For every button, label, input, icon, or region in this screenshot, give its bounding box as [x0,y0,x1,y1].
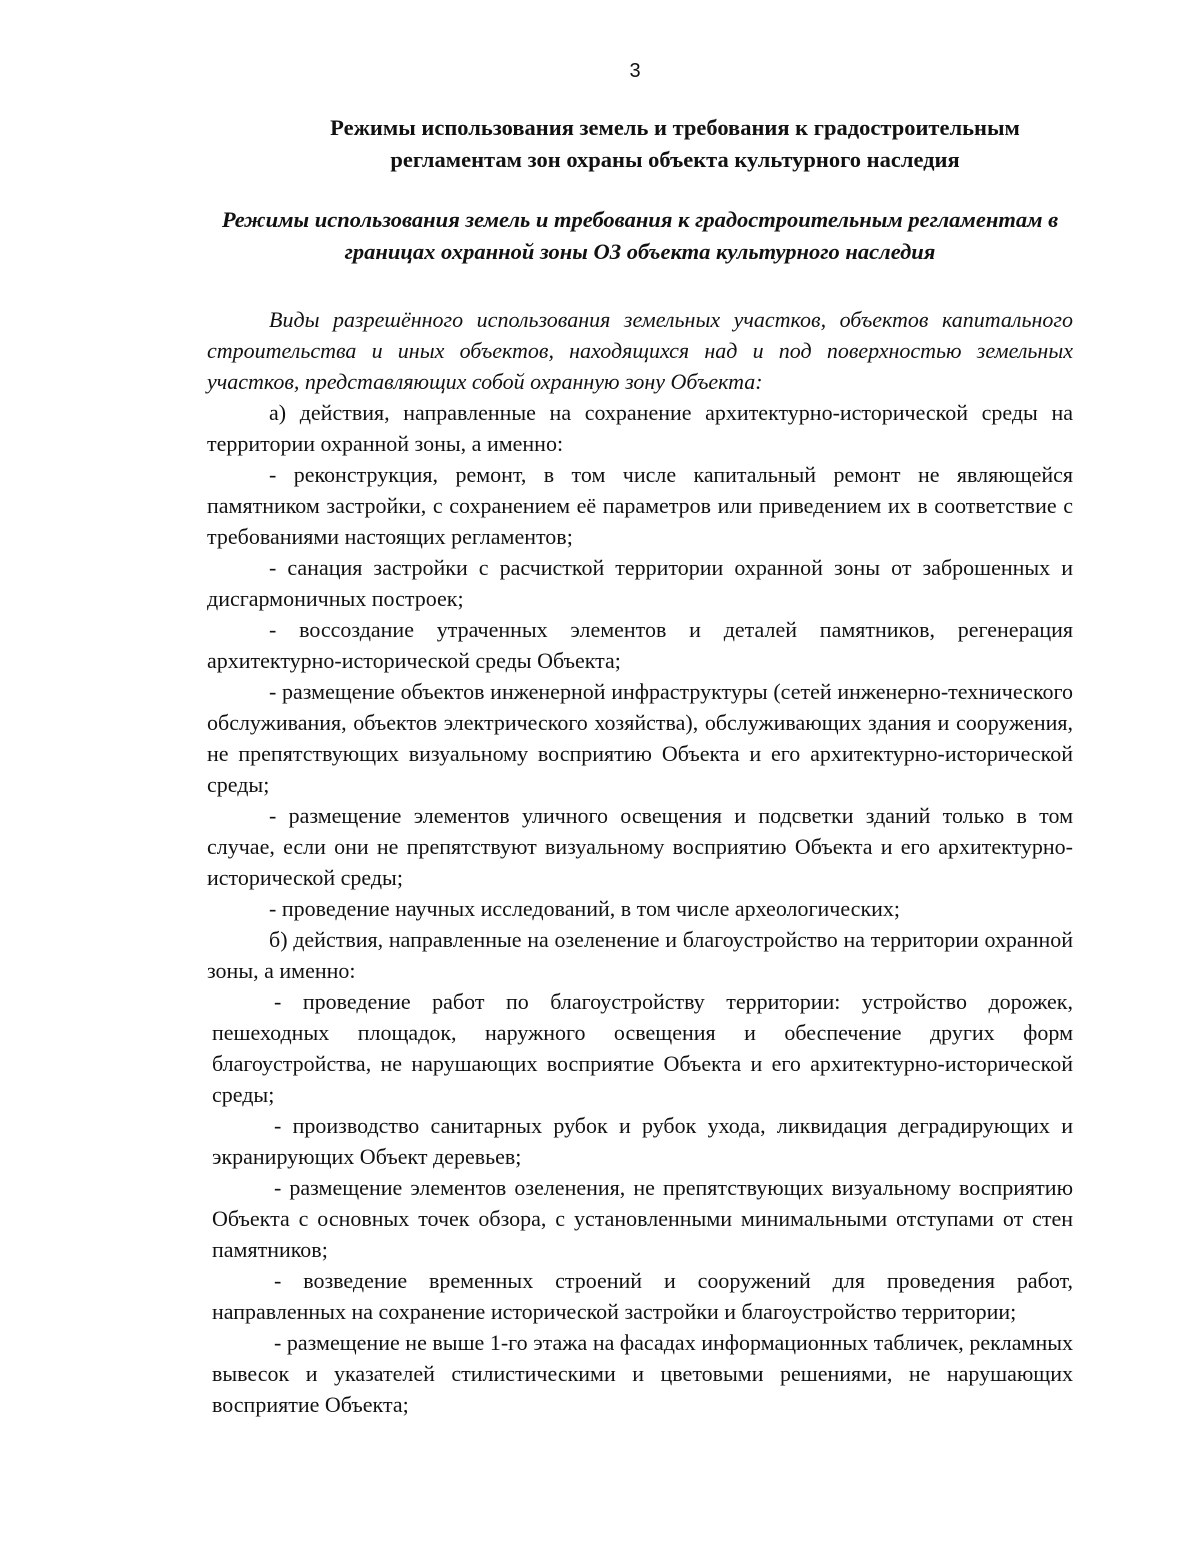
list-item: - воссоздание утраченных элементов и деталей памятников, регенерация архитектурно-исторической среды Объекта; [207,617,1073,673]
list-item: - проведение научных исследований, в том числе археологических; [269,896,901,921]
list-item: - санация застройки с расчисткой территории охранной зоны от заброшенных и дисгармоничных построек; [207,555,1073,611]
section-subtitle: Режимы использования земель и требования к градостроительным регламентам в границах охранной зоны ОЗ объекта культурного наследия [221,207,1059,264]
page-number: 3 [629,60,641,82]
list-item: - реконструкция, ремонт, в том числе капитальный ремонт не являющейся памятником застройки, с сохранением её параметров или приведением их в соответствие с требованиями настоящих регламентов; [207,462,1073,549]
list-item: - производство санитарных рубок и рубок ухода, ликвидация деградирующих и экранирующих Объект деревьев; [212,1113,1073,1169]
list-item: - возведение временных строений и сооружений для проведения работ, направленных на сохранение исторической застройки и благоустройство территории; [212,1268,1073,1324]
intro-paragraph: Виды разрешённого использования земельных участков, объектов капитального строительства и иных объектов, находящихся над и под поверхностью земельных участков, представляющих собой охранную зону Объекта: [207,307,1073,394]
list-item: - проведение работ по благоустройству территории: устройство дорожек, пешеходных площадок, наружного освещения и обеспечение других форм благоустройства, не нарушающих восприятие Объекта и его архитектурно-исторической среды; [212,989,1073,1107]
document-body [207,112,1073,1420]
paragraph-a: а) действия, направленные на сохранение архитектурно-исторической среды на территории охранной зоны, а именно: [207,400,1073,456]
list-item: - размещение элементов озеленения, не препятствующих визуальному восприятию Объекта с основных точек обзора, с установленными минимальными отступами от стен памятников; [212,1175,1073,1262]
paragraph-b: б) действия, направленные на озеленение и благоустройство на территории охранной зоны, а именно: [207,927,1073,983]
list-item: - размещение элементов уличного освещения и подсветки зданий только в том случае, если они не препятствуют визуальному восприятию Объекта и его архитектурно-исторической среды; [207,803,1073,890]
section-title: Режимы использования земель и требования к градостроительным регламентам зон охраны объекта культурного наследия [330,115,1020,172]
list-item: - размещение объектов инженерной инфраструктуры (сетей инженерно-технического обслуживания, объектов электрического хозяйства), обслуживающих здания и сооружения, не препятствующих визуальному восприятию Объекта и его архитектурно-исторической среды; [207,679,1073,797]
list-item: - размещение не выше 1-го этажа на фасадах информационных табличек, рекламных вывесок и указателей стилистическими и цветовыми решениями, не нарушающих восприятие Объекта; [212,1330,1073,1417]
